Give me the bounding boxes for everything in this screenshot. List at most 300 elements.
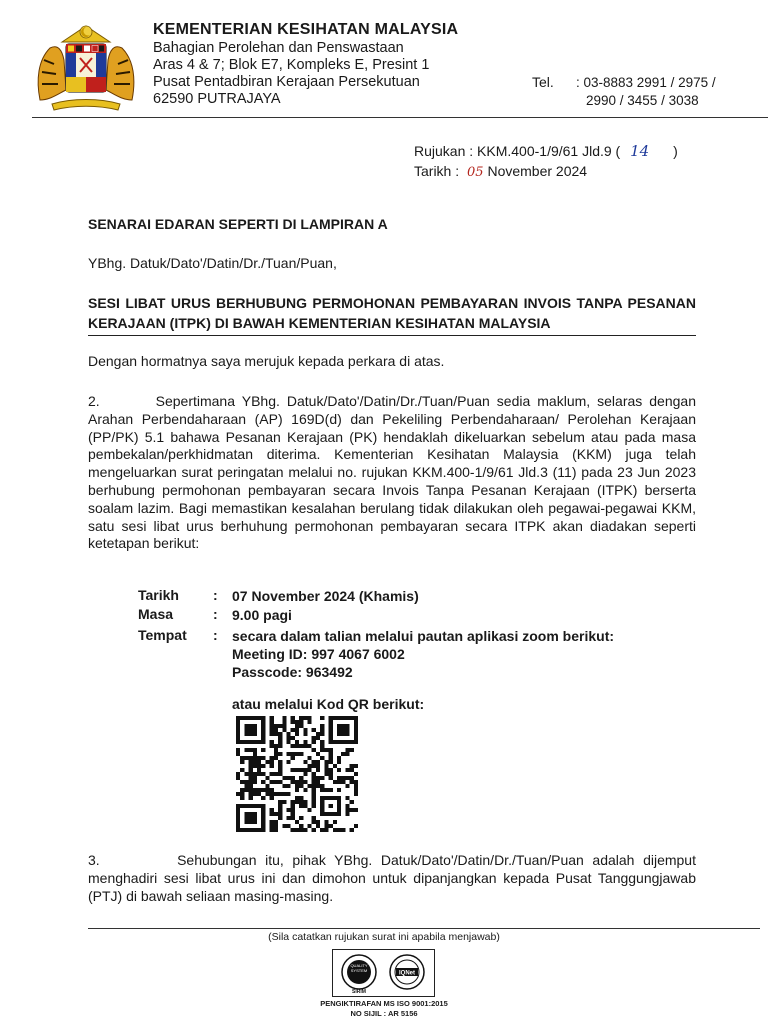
qr-module (308, 764, 312, 768)
qr-module (316, 752, 320, 756)
qr-module (265, 784, 269, 788)
qr-module (261, 756, 265, 760)
qr-module (270, 820, 274, 824)
qr-module (253, 792, 257, 796)
qr-module (295, 828, 299, 832)
qr-module (249, 772, 253, 776)
date-month-year: November 2024 (487, 163, 588, 179)
qr-module (244, 784, 248, 788)
tel-label: Tel. (532, 74, 554, 90)
qr-module (345, 768, 349, 772)
qr-module (249, 792, 253, 796)
qr-module (270, 824, 274, 828)
qr-module (286, 824, 290, 828)
qr-module (312, 736, 316, 740)
qr-module (316, 760, 320, 764)
qr-module (278, 800, 282, 804)
qr-module (299, 780, 303, 784)
qr-module (265, 760, 269, 764)
qr-module (299, 724, 303, 728)
qr-module (345, 776, 349, 780)
qr-module (270, 764, 274, 768)
qr-module (265, 792, 269, 796)
detail-date-label: Tarikh (138, 587, 179, 603)
qr-module (291, 808, 295, 812)
certification-caption-line-1: PENGIKTIRAFAN MS ISO 9001:2015 (320, 999, 448, 1008)
qr-module (291, 780, 295, 784)
qr-module (278, 760, 282, 764)
qr-module (303, 732, 307, 736)
qr-module (345, 804, 349, 808)
sirim-badge-text-2: SYSTEM (350, 968, 368, 973)
qr-module (257, 792, 261, 796)
qr-module (270, 772, 274, 776)
qr-module (253, 760, 257, 764)
qr-module (341, 776, 345, 780)
qr-module (316, 732, 320, 736)
reference-label: Rujukan : KKM.400-1/9/61 Jld.9 ( (414, 143, 621, 159)
qr-module (341, 780, 345, 784)
qr-module (337, 760, 341, 764)
qr-module (270, 740, 274, 744)
qr-module (303, 772, 307, 776)
qr-module (240, 756, 244, 760)
qr-module (320, 748, 324, 752)
qr-module (312, 748, 316, 752)
qr-module (253, 772, 257, 776)
qr-module (295, 780, 299, 784)
qr-module (257, 760, 261, 764)
qr-module (282, 720, 286, 724)
qr-module (308, 784, 312, 788)
qr-module (286, 784, 290, 788)
iqnet-badge-text: IQNet (398, 970, 416, 977)
qr-module (295, 724, 299, 728)
qr-module (286, 740, 290, 744)
qr-module (312, 772, 316, 776)
header-divider (32, 117, 768, 118)
qr-module (282, 716, 286, 720)
qr-module (286, 776, 290, 780)
qr-module (274, 724, 278, 728)
qr-module (291, 816, 295, 820)
qr-module (278, 744, 282, 748)
qr-module (274, 752, 278, 756)
zoom-qr-code[interactable] (236, 716, 358, 832)
qr-module (249, 796, 253, 800)
subject-underline (88, 335, 696, 336)
reference-number-handwritten: 14 (630, 142, 650, 160)
qr-module (270, 808, 274, 812)
qr-module (316, 784, 320, 788)
qr-module (303, 800, 307, 804)
qr-module (291, 800, 295, 804)
tel-number-line-1: : 03-8883 2991 / 2975 / (576, 75, 716, 90)
qr-module (299, 752, 303, 756)
qr-module (303, 780, 307, 784)
qr-module (253, 780, 257, 784)
qr-module (312, 784, 316, 788)
qr-module (329, 748, 333, 752)
qr-module (278, 772, 282, 776)
subject-title: SESI LIBAT URUS BERHUBUNG PERMOHONAN PEMBAYARAN INVOIS TANPA PESANAN KERAJAAN (ITPK) DI BAWAH KEMENTERIAN KESIHATAN MALAYSIA (88, 295, 696, 331)
qr-module (249, 780, 253, 784)
tel-number-line-2: 2990 / 3455 / 3038 (586, 93, 699, 108)
qr-module (337, 756, 341, 760)
qr-module (324, 748, 328, 752)
qr-module (320, 788, 324, 792)
qr-module (350, 764, 354, 768)
qr-module (286, 732, 290, 736)
qr-module (278, 816, 282, 820)
qr-module (274, 756, 278, 760)
qr-module (249, 748, 253, 752)
qr-module (295, 820, 299, 824)
qr-module (270, 716, 274, 720)
qr-module (295, 796, 299, 800)
qr-module (240, 792, 244, 796)
qr-module (249, 788, 253, 792)
qr-module (329, 768, 333, 772)
qr-module (303, 716, 307, 720)
qr-module (341, 752, 345, 756)
qr-module (257, 788, 261, 792)
qr-module (337, 776, 341, 780)
qr-module (295, 728, 299, 732)
qr-module (274, 744, 278, 748)
qr-module (249, 764, 253, 768)
qr-module (312, 764, 316, 768)
qr-module (312, 792, 316, 796)
qr-module (274, 780, 278, 784)
qr-module (291, 736, 295, 740)
qr-module (291, 756, 295, 760)
qr-module (274, 820, 278, 824)
qr-module (236, 772, 240, 776)
qr-module (295, 800, 299, 804)
qr-module (320, 740, 324, 744)
qr-module (282, 800, 286, 804)
qr-module (333, 820, 337, 824)
qr-module (350, 800, 354, 804)
qr-module (265, 788, 269, 792)
qr-module (299, 768, 303, 772)
qr-module (316, 824, 320, 828)
address-line-2: Aras 4 & 7; Blok E7, Kompleks E, Presint 1 (153, 57, 430, 73)
qr-module (329, 824, 333, 828)
qr-module (278, 732, 282, 736)
qr-module (278, 780, 282, 784)
qr-module (253, 788, 257, 792)
qr-module (274, 772, 278, 776)
qr-module (274, 748, 278, 752)
detail-date-value: 07 November 2024 (Khamis) (232, 588, 419, 604)
address-line-1: Bahagian Perolehan dan Penswastaan (153, 40, 404, 56)
distribution-heading: SENARAI EDARAN SEPERTI DI LAMPIRAN A (88, 216, 388, 232)
qr-module (316, 776, 320, 780)
qr-module (295, 752, 299, 756)
detail-venue-colon: : (213, 627, 218, 643)
qr-module (257, 772, 261, 776)
qr-module (299, 800, 303, 804)
qr-module (354, 788, 358, 792)
qr-module (282, 776, 286, 780)
qr-module (324, 788, 328, 792)
qr-module (274, 812, 278, 816)
qr-module (345, 796, 349, 800)
qr-module (236, 752, 240, 756)
qr-module (299, 744, 303, 748)
qr-module (308, 716, 312, 720)
paragraph-2: 2. Sepertimana YBhg. Datuk/Dato'/Datin/Dr./Tuan/Puan sedia maklum, selaras dengan Arahan Perbendaharaan (AP) 169D(d) dan Pekeliling Perbendaharaan/ Perolehan Kerajaan (PP/PK) 5.1 bahawa Pesanan Kerajaan (PK) hendaklah dikeluarkan sebelum atau pada masa pembekalan/perkhidmatan diterima. Kementerian Kesihatan Malaysia (KKM) juga telah mengeluarkan surat peringatan melalui no. rujukan KKM.400-1/9/61 Jld.3 (11) pada 23 Jun 2023 berhubung permohonan pembayaran secara Invois Tanpa Pesanan Kerajaan (ITPK) berserta soalam lazim. Bagi memastikan kesalahan berulang tidak dilakukan oleh pegawai-pegawai KKM, satu sesi libat urus berhuhung permohonan pembayaran secara ITPK akan diadakan seperti ketetapan berikut: (88, 393, 696, 552)
qr-module (333, 764, 337, 768)
qr-module (320, 724, 324, 728)
qr-module (244, 756, 248, 760)
qr-module (312, 740, 316, 744)
qr-module (303, 768, 307, 772)
detail-time-value: 9.00 pagi (232, 607, 292, 623)
qr-module (324, 764, 328, 768)
qr-module (261, 764, 265, 768)
qr-module (341, 828, 345, 832)
reference-line (414, 142, 678, 160)
qr-module (270, 756, 274, 760)
qr-module (257, 764, 261, 768)
address-line-3: Pusat Pentadbiran Kerajaan Persekutuan (153, 74, 420, 90)
qr-module (329, 776, 333, 780)
qr-module (320, 732, 324, 736)
qr-module (299, 796, 303, 800)
qr-module (249, 760, 253, 764)
qr-module (324, 768, 328, 772)
qr-module (274, 728, 278, 732)
qr-module (337, 828, 341, 832)
qr-module (282, 784, 286, 788)
qr-module (308, 824, 312, 828)
detail-time-label: Masa (138, 606, 174, 622)
qr-module (350, 768, 354, 772)
qr-module (316, 780, 320, 784)
qr-module (274, 824, 278, 828)
qr-code-label: atau melalui Kod QR berikut: (232, 696, 425, 712)
qr-module (270, 724, 274, 728)
qr-module (299, 804, 303, 808)
qr-module (329, 756, 333, 760)
qr-module (278, 736, 282, 740)
qr-module (345, 748, 349, 752)
qr-module (312, 828, 316, 832)
qr-module (240, 768, 244, 772)
qr-module (299, 720, 303, 724)
qr-module (286, 816, 290, 820)
qr-module (261, 796, 265, 800)
qr-module (274, 828, 278, 832)
meeting-id: Meeting ID: 997 4067 6002 (232, 646, 405, 662)
date-label: Tarikh : (414, 163, 460, 179)
qr-module (295, 788, 299, 792)
date-day-handwritten: 05 (467, 165, 484, 180)
qr-module (253, 776, 257, 780)
qr-module (312, 816, 316, 820)
qr-module (261, 772, 265, 776)
qr-module (270, 760, 274, 764)
qr-module (274, 732, 278, 736)
qr-module (320, 744, 324, 748)
qr-module (350, 780, 354, 784)
qr-module (316, 736, 320, 740)
qr-module (278, 804, 282, 808)
qr-module (324, 824, 328, 828)
qr-module (350, 748, 354, 752)
qr-module (312, 728, 316, 732)
qr-module (354, 772, 358, 776)
qr-module (249, 768, 253, 772)
qr-module (337, 780, 341, 784)
malaysia-coat-of-arms-icon (32, 20, 140, 112)
qr-module (350, 808, 354, 812)
address-line-4: 62590 PUTRAJAYA (153, 91, 281, 107)
qr-module (324, 772, 328, 776)
qr-module (345, 812, 349, 816)
qr-module (249, 776, 253, 780)
qr-module (312, 760, 316, 764)
qr-module (333, 780, 337, 784)
qr-module (308, 720, 312, 724)
qr-module (345, 752, 349, 756)
qr-module (291, 716, 295, 720)
detail-time-colon: : (213, 606, 218, 622)
qr-module (324, 828, 328, 832)
qr-module (299, 828, 303, 832)
qr-module (244, 748, 248, 752)
qr-module (329, 772, 333, 776)
qr-module (270, 744, 274, 748)
qr-module (244, 772, 248, 776)
qr-module (270, 788, 274, 792)
qr-module (282, 792, 286, 796)
qr-module (270, 780, 274, 784)
qr-module (270, 732, 274, 736)
opening-paragraph: Dengan hormatnya saya merujuk kepada perkara di atas. (88, 353, 445, 369)
qr-module (295, 732, 299, 736)
qr-module (282, 728, 286, 732)
qr-module (240, 760, 244, 764)
qr-module (312, 780, 316, 784)
qr-module (249, 784, 253, 788)
qr-module (270, 796, 274, 800)
qr-module (312, 788, 316, 792)
qr-module (253, 748, 257, 752)
qr-module (270, 792, 274, 796)
qr-module (299, 816, 303, 820)
qr-module (354, 808, 358, 812)
qr-module (240, 796, 244, 800)
qr-module (312, 804, 316, 808)
qr-module (253, 764, 257, 768)
qr-module (354, 792, 358, 796)
certification-caption-line-2: NO SIJIL : AR 5156 (350, 1009, 418, 1018)
qr-module (291, 828, 295, 832)
qr-module (316, 768, 320, 772)
qr-module (240, 780, 244, 784)
qr-module (265, 776, 269, 780)
qr-module (303, 740, 307, 744)
qr-module (308, 756, 312, 760)
detail-venue-label: Tempat (138, 627, 187, 643)
qr-module (278, 740, 282, 744)
qr-module (236, 776, 240, 780)
qr-module (312, 776, 316, 780)
qr-module (303, 728, 307, 732)
qr-module (291, 728, 295, 732)
qr-module (354, 824, 358, 828)
qr-module (270, 728, 274, 732)
qr-module (253, 756, 257, 760)
qr-module (286, 760, 290, 764)
agency-name: KEMENTERIAN KESIHATAN MALAYSIA (153, 21, 459, 38)
qr-module (253, 752, 257, 756)
qr-module (312, 820, 316, 824)
qr-module (295, 720, 299, 724)
qr-module (354, 764, 358, 768)
qr-module (350, 828, 354, 832)
qr-module (291, 720, 295, 724)
qr-module (261, 780, 265, 784)
qr-module (299, 784, 303, 788)
qr-module (261, 788, 265, 792)
qr-module (286, 736, 290, 740)
qr-module (308, 808, 312, 812)
qr-module (333, 828, 337, 832)
qr-module (244, 788, 248, 792)
qr-module (308, 744, 312, 748)
qr-module (320, 828, 324, 832)
qr-module (320, 728, 324, 732)
qr-module (303, 788, 307, 792)
qr-module (324, 760, 328, 764)
sirim-badge-text-1: QUALITY (350, 963, 368, 968)
qr-module (303, 828, 307, 832)
qr-module (308, 768, 312, 772)
qr-module (299, 716, 303, 720)
qr-module (295, 768, 299, 772)
qr-module (329, 760, 333, 764)
qr-module (278, 724, 282, 728)
qr-module (291, 744, 295, 748)
paragraph-3: 3. Sehubungan itu, pihak YBhg. Datuk/Dato'/Datin/Dr./Tuan/Puan adalah dijemput menghadiri sesi libat urus ini dan dimohon untuk dipanjangkan kepada Pusat Tanggungjawab (PTJ) di bawah seliaan masing-masing. (88, 852, 696, 904)
qr-module (324, 820, 328, 824)
qr-module (337, 768, 341, 772)
qr-module (320, 784, 324, 788)
qr-module (295, 744, 299, 748)
qr-module (286, 808, 290, 812)
qr-module (257, 756, 261, 760)
qr-module (261, 748, 265, 752)
qr-module (286, 752, 290, 756)
qr-module (236, 748, 240, 752)
qr-module (291, 812, 295, 816)
qr-module (278, 812, 282, 816)
sirim-badge-text-3: SIRIM (352, 989, 366, 995)
meeting-passcode: Passcode: 963492 (232, 664, 353, 680)
qr-module (240, 788, 244, 792)
qr-module (274, 792, 278, 796)
qr-module (270, 812, 274, 816)
qr-module (236, 792, 240, 796)
sirim-iqnet-logo-icon (333, 950, 434, 996)
qr-module (299, 776, 303, 780)
qr-module (329, 752, 333, 756)
